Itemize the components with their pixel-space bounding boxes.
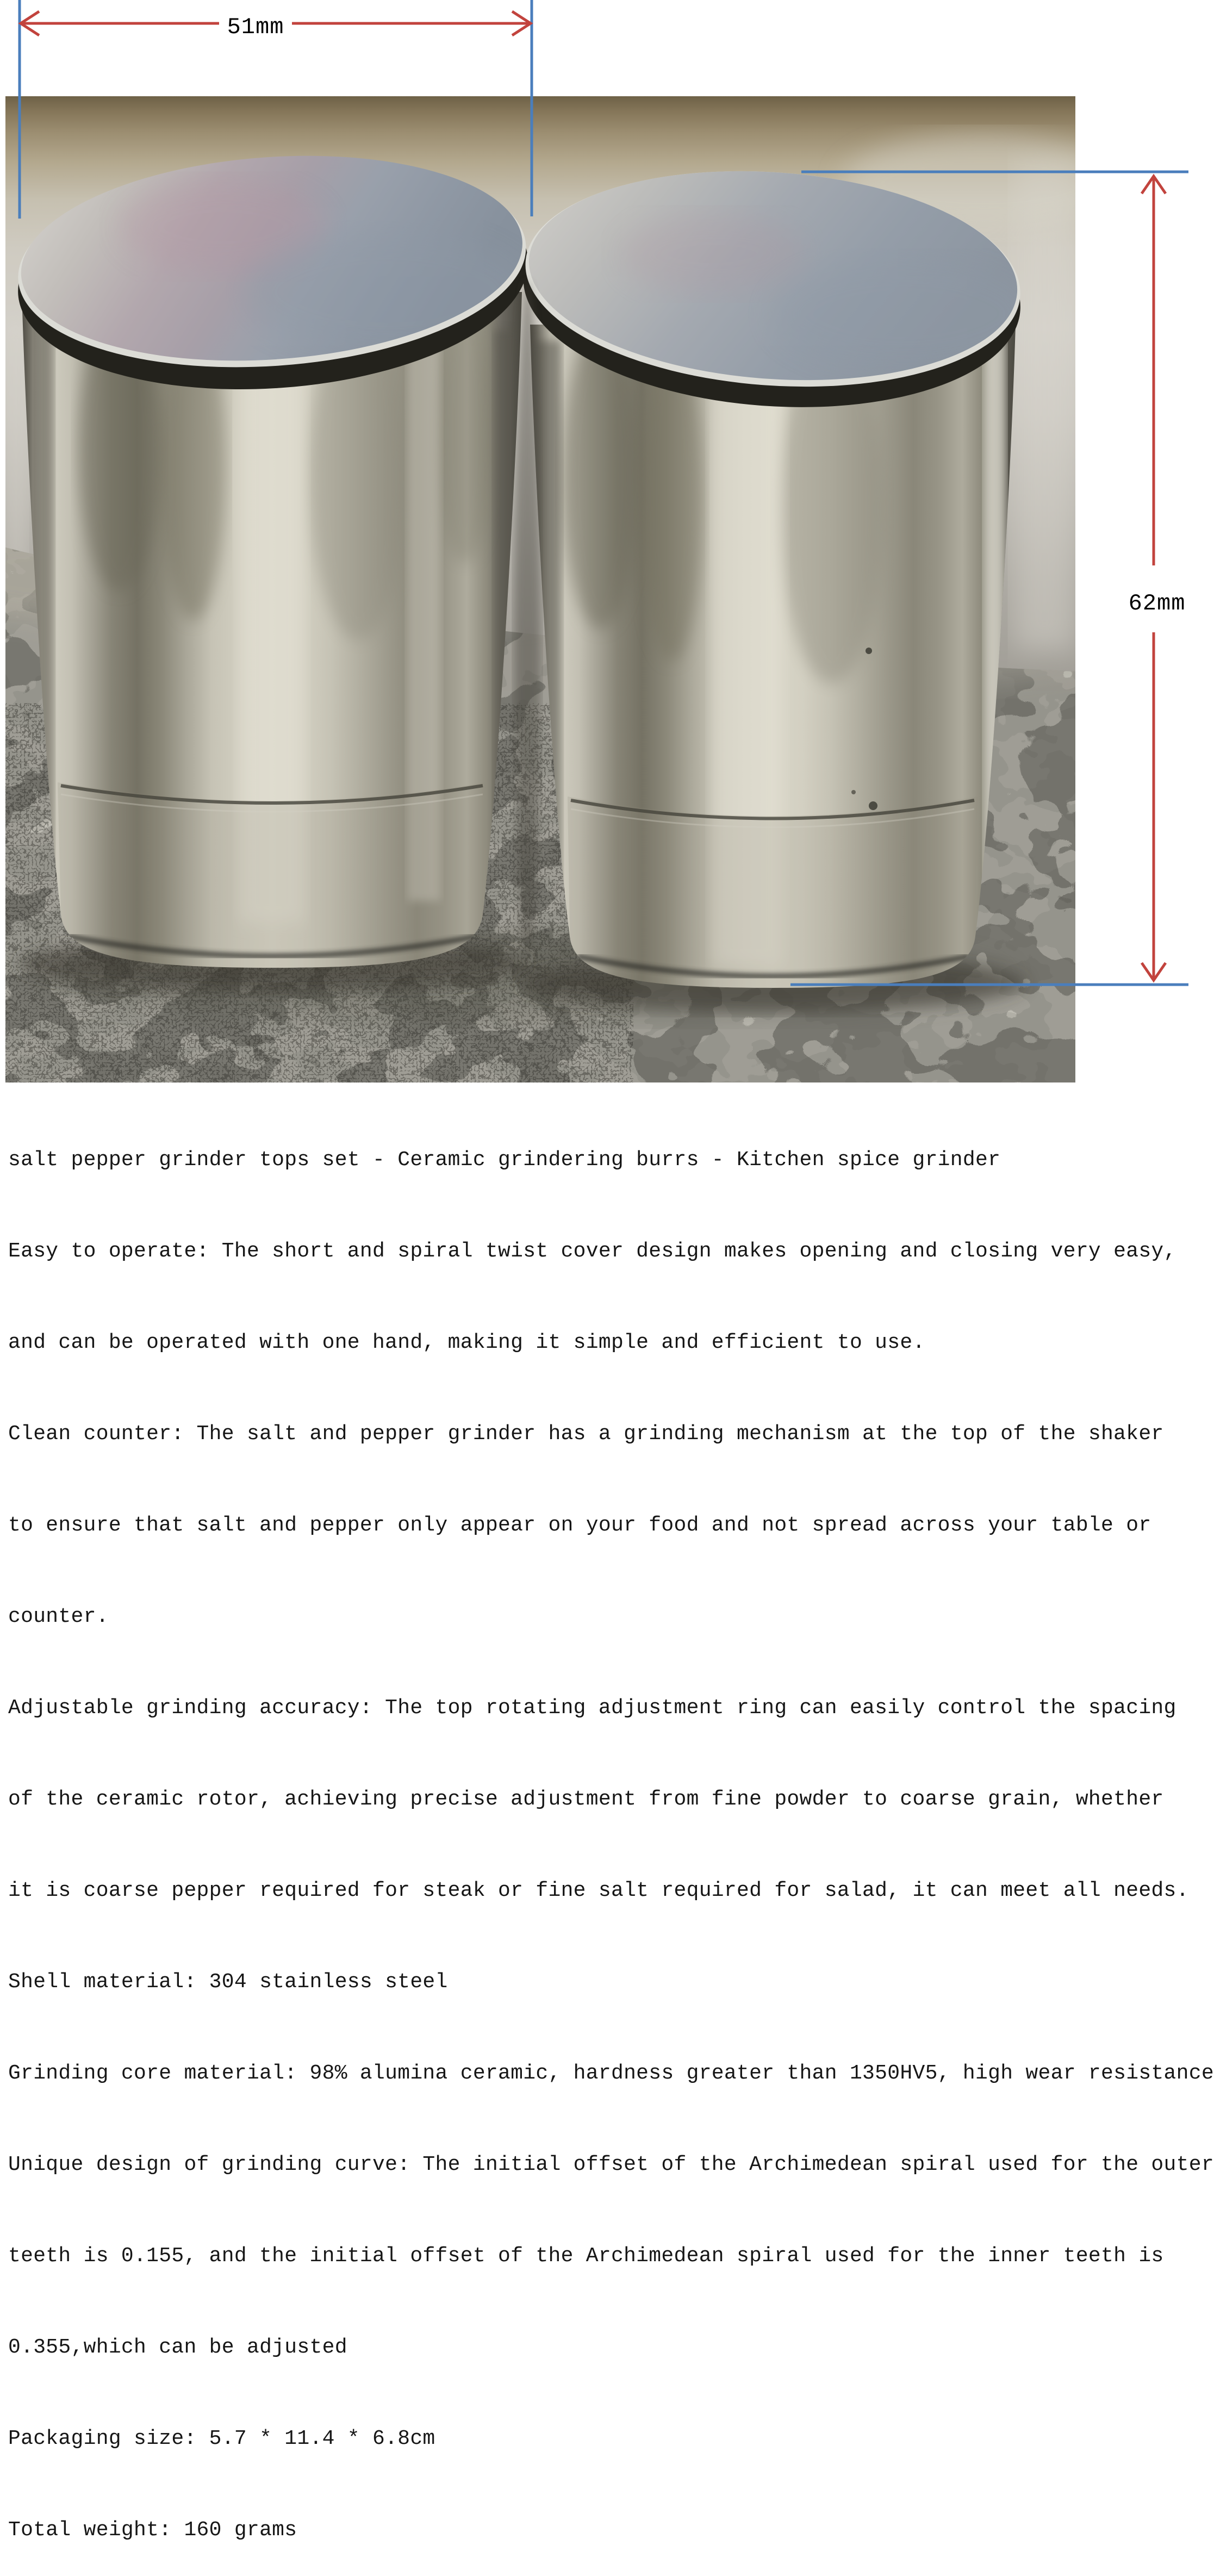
description-line: to ensure that salt and pepper only appear on your food and not spread across your table or bbox=[8, 1514, 1151, 1537]
description-line: Shell material: 304 stainless steel bbox=[8, 1970, 448, 1994]
description-line: it is coarse pepper required for steak or fine salt required for salad, it can meet all needs. bbox=[8, 1879, 1189, 1902]
description-line: counter. bbox=[8, 1605, 109, 1628]
grinder-crease bbox=[514, 281, 540, 977]
product-photo bbox=[5, 96, 1075, 1082]
width-arrowhead-left bbox=[21, 11, 39, 35]
description-line: Packaging size: 5.7 * 11.4 * 6.8cm bbox=[8, 2427, 435, 2450]
description-line: teeth is 0.155, and the initial offset of the Archimedean spiral used for the inner teeth is bbox=[8, 2244, 1164, 2268]
height-dimension-label: 62mm bbox=[1128, 590, 1186, 617]
left-grinder bbox=[10, 140, 536, 968]
height-arrowhead-top bbox=[1142, 176, 1166, 194]
description-line: Clean counter: The salt and pepper grinder has a grinding mechanism at the top of the shaker bbox=[8, 1422, 1164, 1446]
width-arrowhead-right bbox=[512, 11, 531, 35]
description-line: Adjustable grinding accuracy: The top rotating adjustment ring can easily control the spacing bbox=[8, 1696, 1176, 1720]
description-line: Total weight: 160 grams bbox=[8, 2518, 297, 2542]
description-line: Easy to operate: The short and spiral twist cover design makes opening and closing very easy, bbox=[8, 1240, 1176, 1263]
description-line: Grinding core material: 98% alumina ceramic, hardness greater than 1350HV5, high wear resistance bbox=[8, 2062, 1214, 2085]
right-grinder bbox=[515, 155, 1033, 988]
description-line: 0.355,which can be adjusted bbox=[8, 2336, 347, 2359]
description-line-title: salt pepper grinder tops set - Ceramic grindering burrs - Kitchen spice grinder bbox=[8, 1148, 1001, 1172]
width-dimension-label: 51mm bbox=[227, 14, 284, 40]
description-line: of the ceramic rotor, achieving precise adjustment from fine powder to coarse grain, whether bbox=[8, 1788, 1164, 1811]
height-arrowhead-bottom bbox=[1142, 963, 1166, 980]
product-description bbox=[8, 1084, 1214, 2576]
description-line: and can be operated with one hand, making it simple and efficient to use. bbox=[8, 1331, 925, 1354]
description-line: Unique design of grinding curve: The initial offset of the Archimedean spiral used for the outer bbox=[8, 2153, 1214, 2176]
